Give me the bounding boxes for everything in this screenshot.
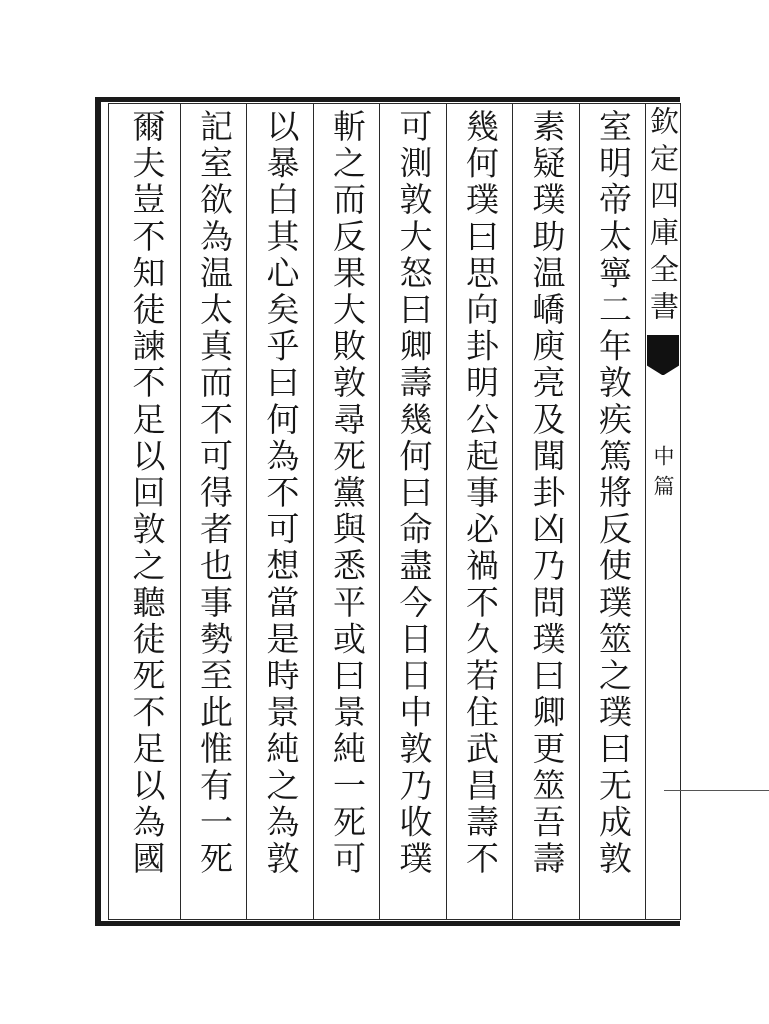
column-text: 斬之而反果大敗敦尋死黨與悉平或曰景純一死可 <box>328 109 367 878</box>
collection-title: 欽定四庫全書 <box>646 106 680 328</box>
column-text: 可測敦大怒曰卿壽幾何曰命盡今日日中敦乃收璞 <box>394 109 434 878</box>
text-column-1 <box>579 104 646 919</box>
section-label: 中篇 <box>651 445 675 505</box>
page-margin-column <box>645 103 681 920</box>
text-column-6 <box>246 104 313 919</box>
column-text: 素疑璞助温嶠庾亮及聞卦凶乃問璞曰卿更筮吾壽 <box>527 109 567 878</box>
text-column-5 <box>313 104 380 919</box>
text-column-8 <box>113 104 180 919</box>
column-text: 室明帝太寧二年敦疾篤將反使璞筮之璞曰无成敦 <box>594 109 633 878</box>
margin-tick-line <box>664 790 769 791</box>
column-text: 記室欲為温太真而不可得者也事勢至此惟有一死 <box>195 109 234 878</box>
text-column-3 <box>446 104 513 919</box>
main-text-block <box>113 104 645 919</box>
column-text: 幾何璞曰思向卦明公起事必禍不久若住武昌壽不 <box>461 109 500 878</box>
column-text: 爾夫豈不知徒諫不足以回敦之聽徒死不足以為國 <box>127 109 167 878</box>
fishtail-mark-icon <box>647 335 679 375</box>
text-column-2 <box>512 104 579 919</box>
column-text: 以暴白其心矣乎曰何為不可想當是時景純之為敦 <box>261 109 301 878</box>
text-column-7 <box>180 104 247 919</box>
text-column-4 <box>379 104 446 919</box>
